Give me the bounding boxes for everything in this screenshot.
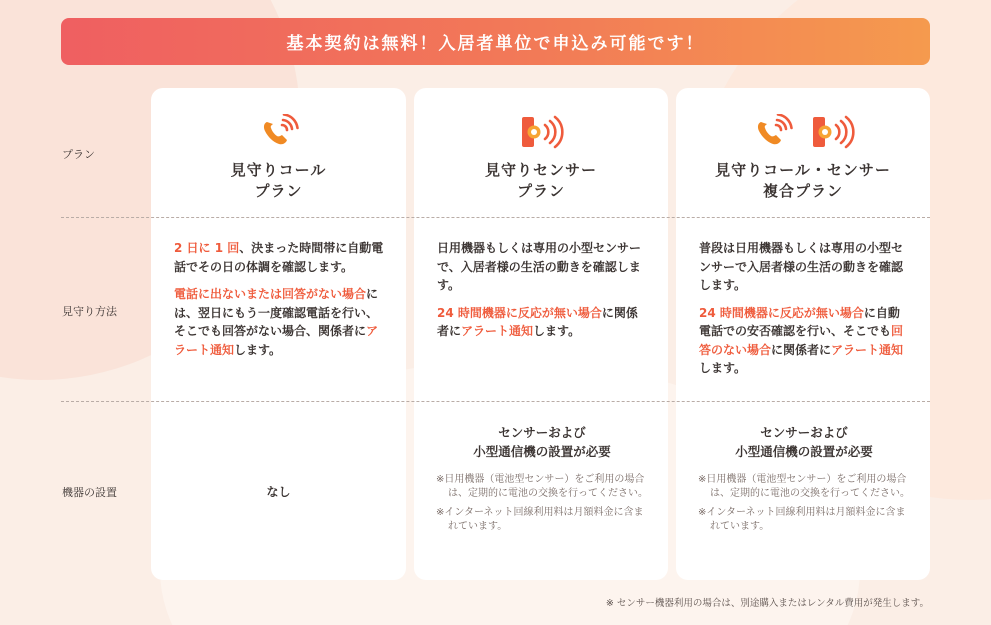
phone-call-icon [751, 114, 795, 154]
method-text [699, 239, 911, 387]
equipment-note: ※インターネット回線利用料は月額料金に含まれています。 [436, 507, 644, 532]
plan-icons [151, 114, 406, 154]
plan-icons [676, 114, 930, 154]
method-text [174, 239, 389, 368]
row-label-plan: プラン [62, 148, 95, 161]
row-divider [61, 401, 930, 402]
equipment-note: ※日用機器（電池型センサー）をご利用の場合は、定期的に電池の交換を行ってください。 [698, 474, 910, 499]
equipment-info [698, 423, 910, 533]
plan-card-sensor [414, 88, 668, 580]
row-divider [61, 217, 930, 218]
phone-call-icon [257, 114, 301, 154]
method-paragraph [699, 239, 911, 295]
equipment-note: ※日用機器（電池型センサー）をご利用の場合は、定期的に電池の交換を行ってください。 [436, 474, 648, 499]
method-paragraph [699, 304, 911, 378]
highlight-text: アラート通知 [461, 324, 534, 338]
highlight-text: 2 日に 1 回 [174, 241, 240, 255]
footnote: ※ センサー機器利用の場合は、別途購入またはレンタル費用が発生します。 [605, 598, 929, 609]
highlight-text: 24 時間機器に反応が無い場合 [699, 305, 864, 320]
plan-card-call [151, 88, 406, 580]
equipment-note: ※インターネット回線利用料は月額料金に含まれています。 [698, 507, 906, 532]
body-text: 、決まった時間帯に自動電話でその日の体調を確認します。 [174, 241, 384, 274]
method-paragraph [174, 285, 389, 359]
body-text: に自動電話での安否確認を行い、そこでも [699, 305, 900, 338]
plan-header [414, 114, 668, 202]
plan-icons [414, 114, 668, 154]
plan-title: 見守りセンサー プラン [484, 161, 597, 200]
equipment-title: センサーおよび 小型通信機の設置が必要 [473, 425, 611, 459]
row-label-equipment: 機器の設置 [62, 486, 117, 499]
equipment-none: なし [266, 485, 291, 499]
plan-card-combined [676, 88, 930, 580]
method-paragraph [437, 304, 649, 341]
plan-header [676, 114, 930, 202]
highlight-text: 電話に出ないまたは回答がない場合 [174, 287, 367, 301]
body-text: します。 [533, 324, 581, 338]
highlight-text: 24 時間機器に反応が無い場合 [437, 305, 602, 320]
equipment-info [436, 423, 648, 533]
body-text: 日用機器もしくは専用の小型センサーで、入居者様の生活の動きを確認します。 [437, 241, 642, 292]
body-text: に関係者に [771, 342, 832, 357]
plan-header [151, 114, 406, 202]
plan-title: 見守りコール プラン [230, 161, 327, 200]
body-text: に関係者に [437, 305, 638, 338]
plan-title: 見守りコール・センサー 複合プラン [715, 161, 891, 200]
highlight-text: 回答のない場合 [699, 324, 904, 357]
sensor-icon [518, 114, 564, 154]
row-label-method: 見守り方法 [62, 305, 117, 318]
highlight-text: アラート通知 [831, 342, 904, 357]
method-text [437, 239, 649, 350]
body-text: します。 [234, 342, 282, 357]
body-text: には、翌日にもう一度確認電話を行い、そこでも回答がない場合、関係者に [174, 287, 379, 338]
method-paragraph [174, 239, 389, 276]
body-text: 普段は日用機器もしくは専用の小型センサーで入居者様の生活の動きを確認します。 [699, 241, 904, 292]
body-text: します。 [699, 361, 747, 375]
highlight-text: アラート通知 [174, 324, 379, 357]
equipment-title: センサーおよび 小型通信機の設置が必要 [735, 425, 873, 459]
method-paragraph [437, 239, 649, 295]
sensor-icon [809, 114, 855, 154]
headline-banner: 基本契約は無料！入居者単位で申込み可能です！ [61, 18, 930, 65]
